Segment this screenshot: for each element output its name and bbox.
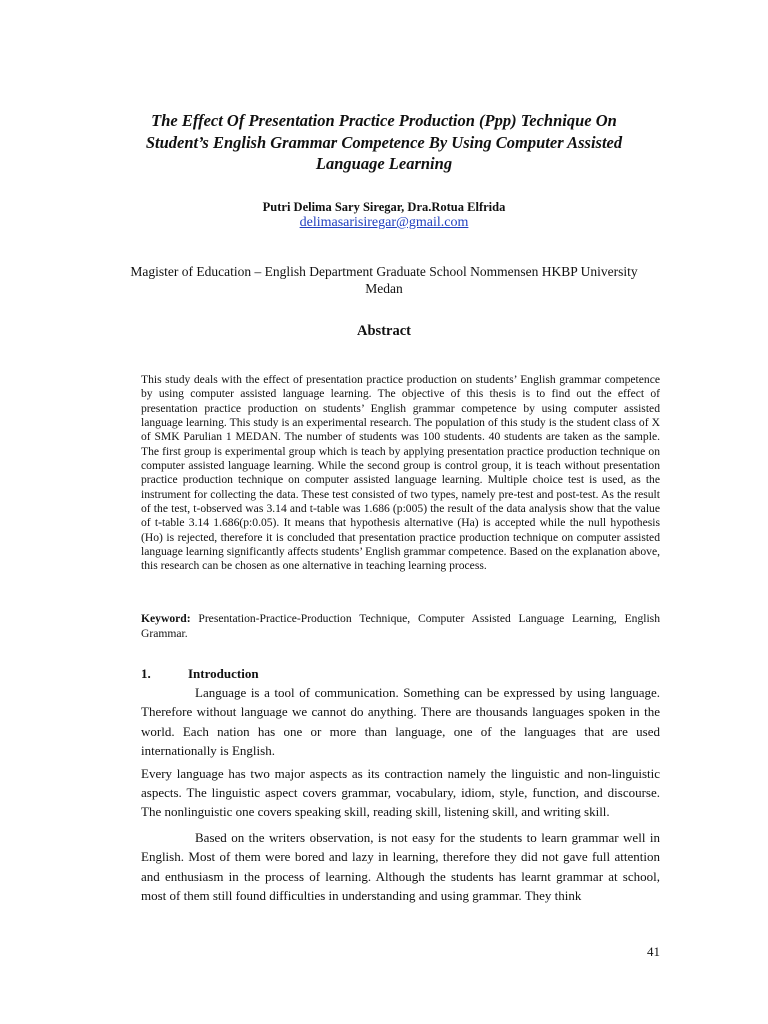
section-number: 1. bbox=[141, 666, 151, 681]
page-number: 41 bbox=[647, 944, 660, 959]
keywords bbox=[141, 612, 660, 641]
keywords-label: Keyword: bbox=[141, 612, 191, 625]
abstract-body: This study deals with the effect of presentation practice production on students’ English grammar competence by using computer assisted language learning. The objective of this thesis is to find out the effect of presentation practice production on students’ English grammar competence by using computer assisted language learning. This study is an experimental research. The population of this study is the student class of X of SMK Parulian 1 MEDAN. The number of students was 100 students. 40 students are taken as the sample. The first group is experimental group which is teach by applying presentation practice production technique on computer assisted language learning. While the second group is control group, it is teach without presentation practice production technique on computer assisted language learning. Multiple choice test is used, as the instrument for collecting the data. These test consisted of two types, namely pre-test and post-test. As the result of the test, t-observed was 3.14 and t-table was 1.686 (p:005) the result of the data analysis show that the value of t-table 3.14 1.686(p:0.05). It means that hypothesis alternative (Ha) is accepted while the null hypothesis (Ho) is rejected, therefore it is concluded that presentation practice production technique on computer assisted language learning significantly affects students’ English grammar competence. Based on the explanation above, this research can be chosen as one alternative in teaching learning process. bbox=[141, 373, 660, 573]
author-email-link[interactable]: delimasarisiregar@gmail.com bbox=[299, 215, 469, 230]
introduction-body bbox=[141, 683, 660, 905]
section-heading-introduction bbox=[141, 666, 259, 682]
author-affiliation: Magister of Education – English Department Graduate School Nommensen HKBP University Medan bbox=[130, 264, 638, 296]
section-title: Introduction bbox=[188, 666, 259, 681]
introduction-paragraph: Every language has two major aspects as its contraction namely the linguistic and non-linguistic aspects. The linguistic aspect covers grammar, vocabulary, idiom, style, function, and discourse. The nonlinguistic one covers speaking skill, reading skill, listening skill, and writing skill. bbox=[141, 765, 660, 820]
introduction-paragraph: Language is a tool of communication. Something can be expressed by using language. Therefore without language we cannot do anything. There are thousands languages spoken in the world. Each nation has one or more than language, one of the languages that are used internationally is English. bbox=[141, 685, 660, 759]
paper-title: The Effect Of Presentation Practice Production (Ppp) Technique On Student’s English Grammar Competence By Using Computer Assisted Language Learning bbox=[145, 111, 623, 173]
introduction-paragraph: Based on the writers observation, is not easy for the students to learn grammar well in English. Most of them were bored and lazy in learning, therefore they did not gave full attention and enthusiasm in the process of learning. Although the students has learnt grammar at school, most of them still found difficulties in understanding and using grammar. They think bbox=[141, 829, 660, 904]
author-names: Putri Delima Sary Siregar, Dra.Rotua Elfrida bbox=[262, 200, 506, 214]
abstract-heading: Abstract bbox=[357, 323, 411, 339]
keywords-text: Presentation-Practice-Production Technique, Computer Assisted Language Learning, English Grammar. bbox=[141, 612, 660, 640]
